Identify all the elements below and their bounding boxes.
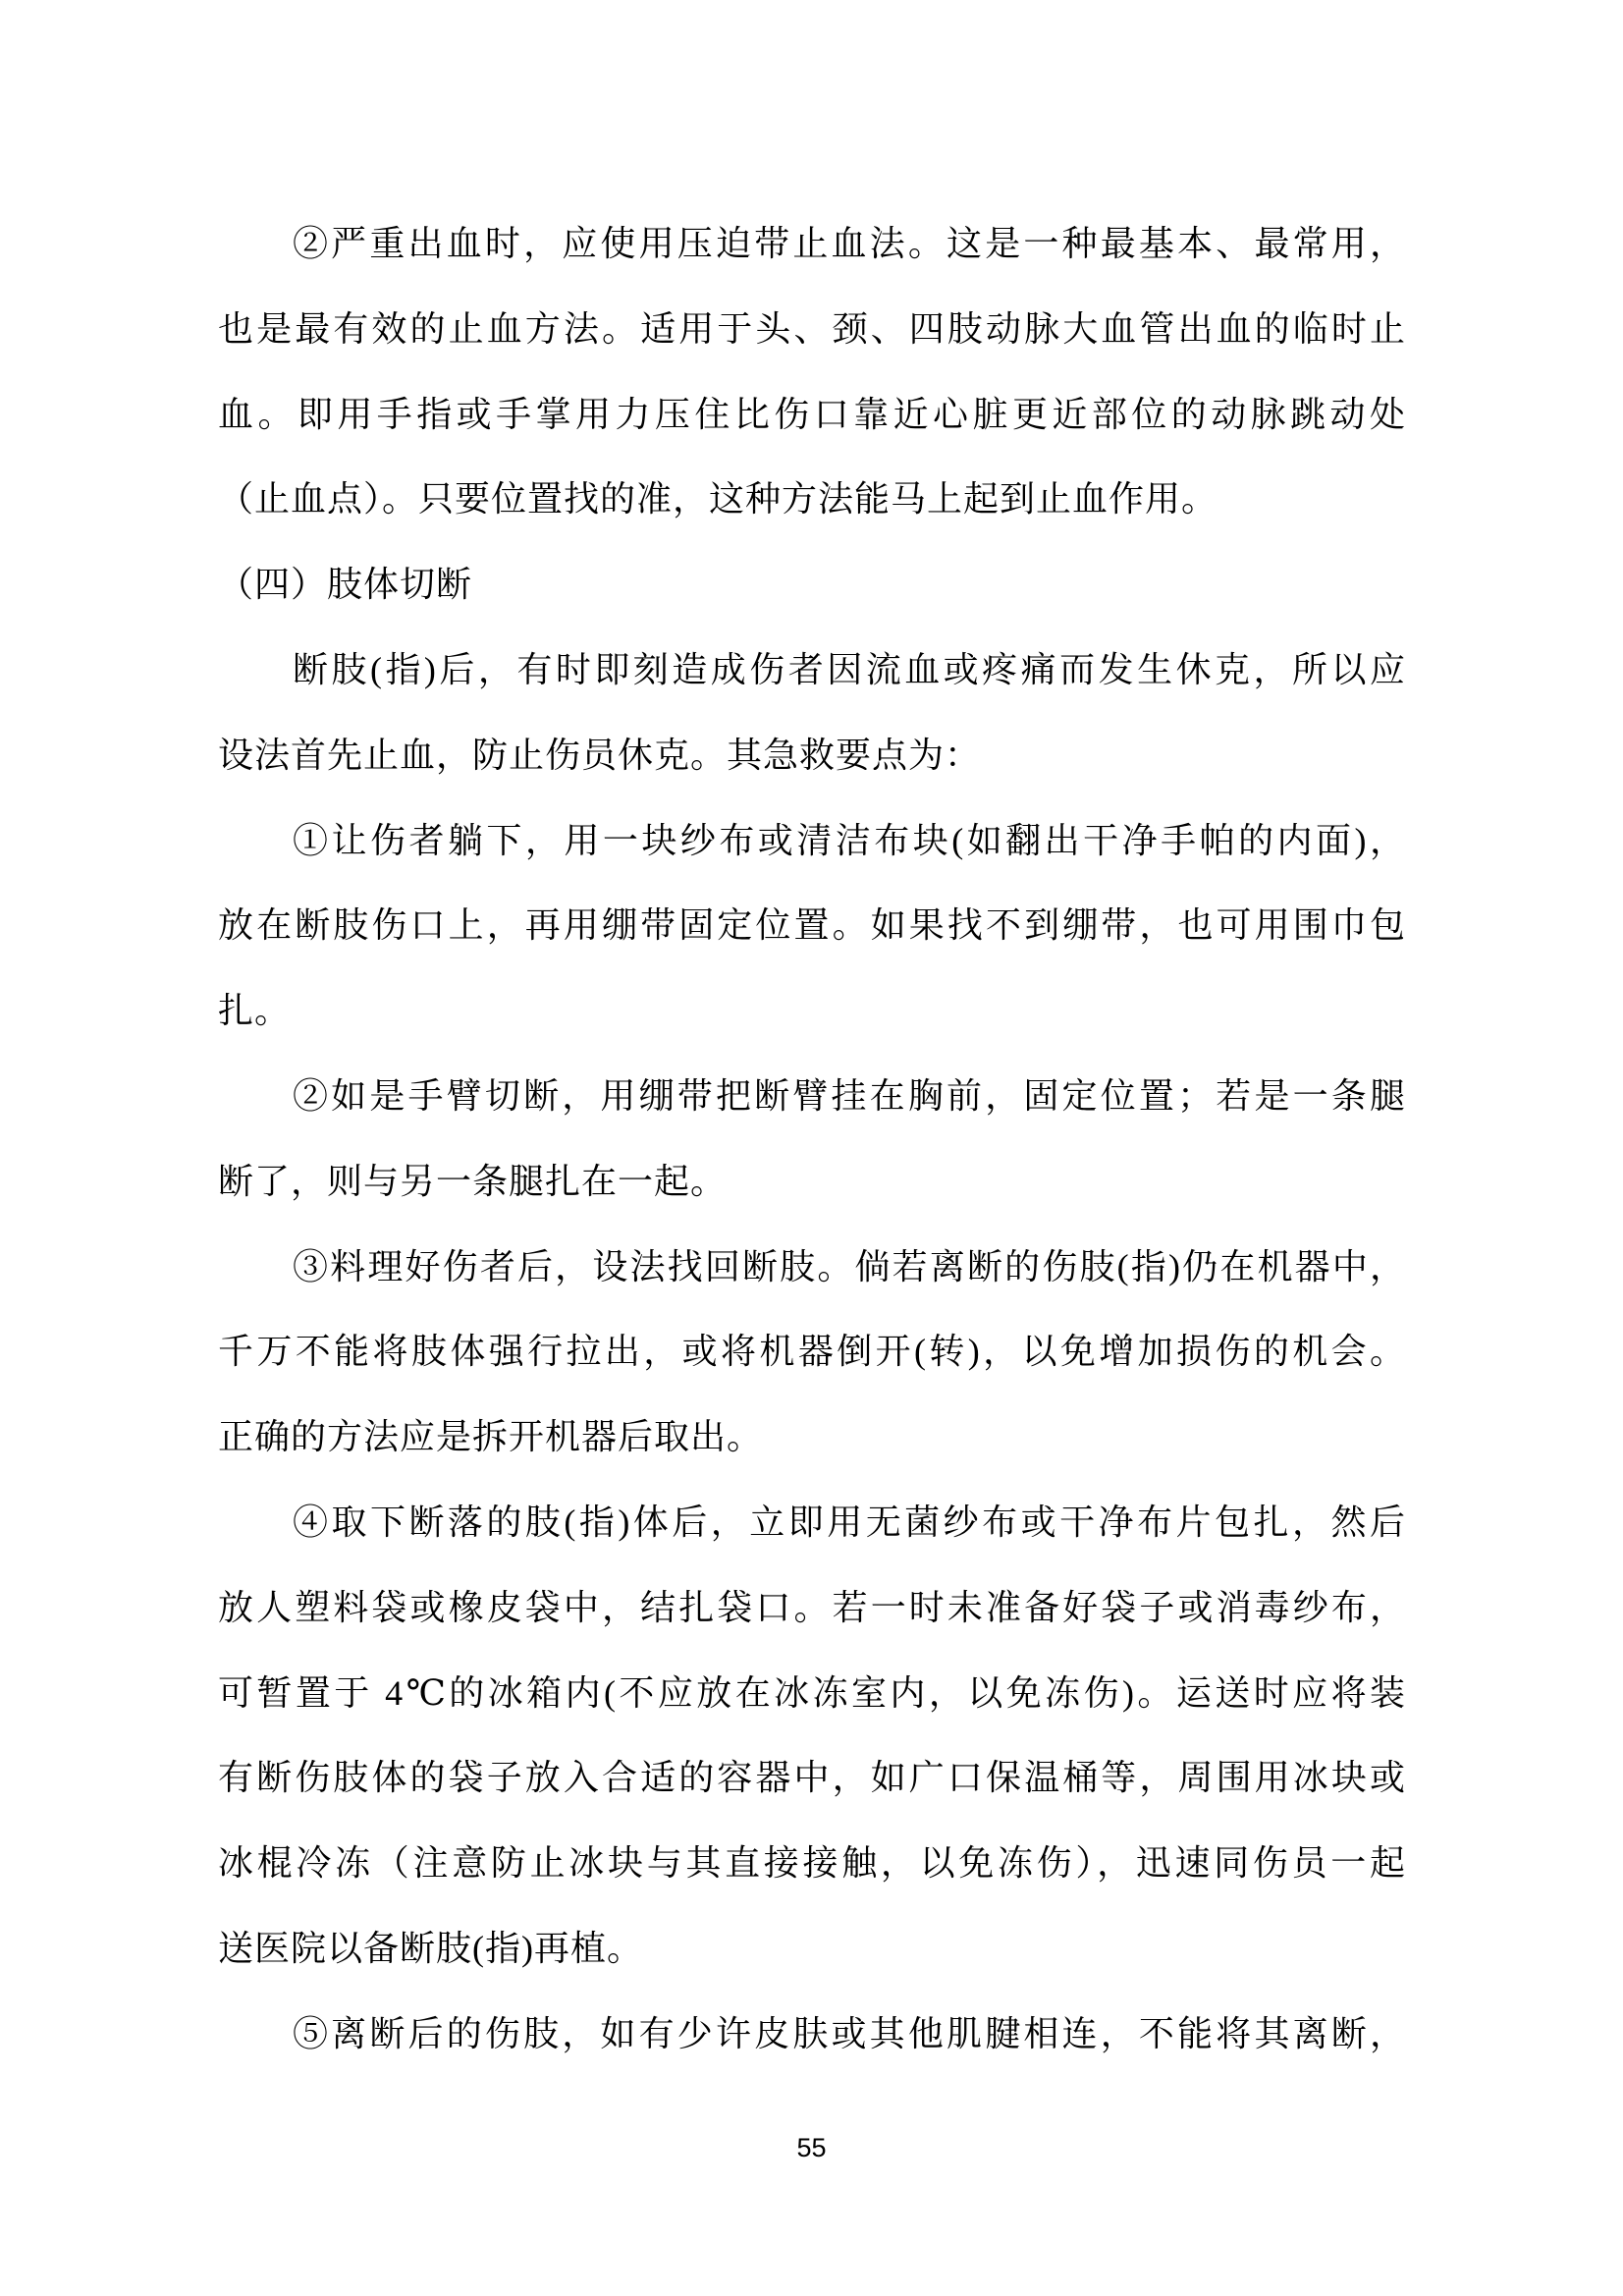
text-line: 设法首先止血，防止伤员休克。其急救要点为： xyxy=(218,735,982,775)
text-line: 放在断肢伤口上，再用绷带固定位置。如果找不到绷带，也可用围巾包 xyxy=(218,905,1406,946)
text-line: 断肢(指)后，有时即刻造成伤者因流血或疼痛而发生休克，所以应 xyxy=(293,649,1406,689)
text-line: 正确的方法应是拆开机器后取出。 xyxy=(218,1417,764,1457)
text-line: ①让伤者躺下，用一块纱布或清洁布块(如翻出干净手帕的内面)， xyxy=(293,820,1406,860)
text-line: 有断伤肢体的袋子放入合适的容器中，如广口保温桶等，周围用冰块或 xyxy=(218,1758,1406,1798)
text-line: （四）肢体切断 xyxy=(218,565,473,605)
text-line: （止血点）。只要位置找的准，这种方法能马上起到止血作用。 xyxy=(218,479,1218,519)
text-line: 送医院以备断肢(指)再植。 xyxy=(218,1928,643,1968)
text-line: 放人塑料袋或橡皮袋中，结扎袋口。若一时未准备好袋子或消毒纱布， xyxy=(218,1587,1406,1627)
document-text-block xyxy=(218,201,1406,2077)
text-line: 断了，则与另一条腿扎在一起。 xyxy=(218,1161,728,1201)
text-line: ③料理好伤者后，设法找回断肢。倘若离断的伤肢(指)仍在机器中， xyxy=(293,1246,1406,1286)
text-line: ④取下断落的肢(指)体后，立即用无菌纱布或干净布片包扎，然后 xyxy=(293,1502,1406,1542)
text-line: 血。即用手指或手掌用力压住比伤口靠近心脏更近部位的动脉跳动处 xyxy=(218,394,1406,434)
text-line: 冰棍冷冻（注意防止冰块与其直接接触，以免冻伤），迅速同伤员一起 xyxy=(218,1843,1406,1884)
text-line: 可暂置于 4℃的冰箱内(不应放在冰冻室内，以免冻伤)。运送时应将装 xyxy=(218,1672,1406,1713)
text-line: ②如是手臂切断，用绷带把断臂挂在胸前，固定位置；若是一条腿 xyxy=(293,1075,1406,1116)
page-number: 55 xyxy=(796,2133,827,2162)
text-line: ⑤离断后的伤肢，如有少许皮肤或其他肌腱相连，不能将其离断， xyxy=(293,2013,1406,2053)
text-line: 也是最有效的止血方法。适用于头、颈、四肢动脉大血管出血的临时止 xyxy=(218,308,1406,349)
text-line: ②严重出血时，应使用压迫带止血法。这是一种最基本、最常用， xyxy=(293,224,1406,263)
page-footer xyxy=(0,2131,1623,2164)
text-line: 扎。 xyxy=(218,991,292,1031)
text-line: 千万不能将肢体强行拉出，或将机器倒开(转)，以免增加损伤的机会。 xyxy=(218,1332,1406,1372)
